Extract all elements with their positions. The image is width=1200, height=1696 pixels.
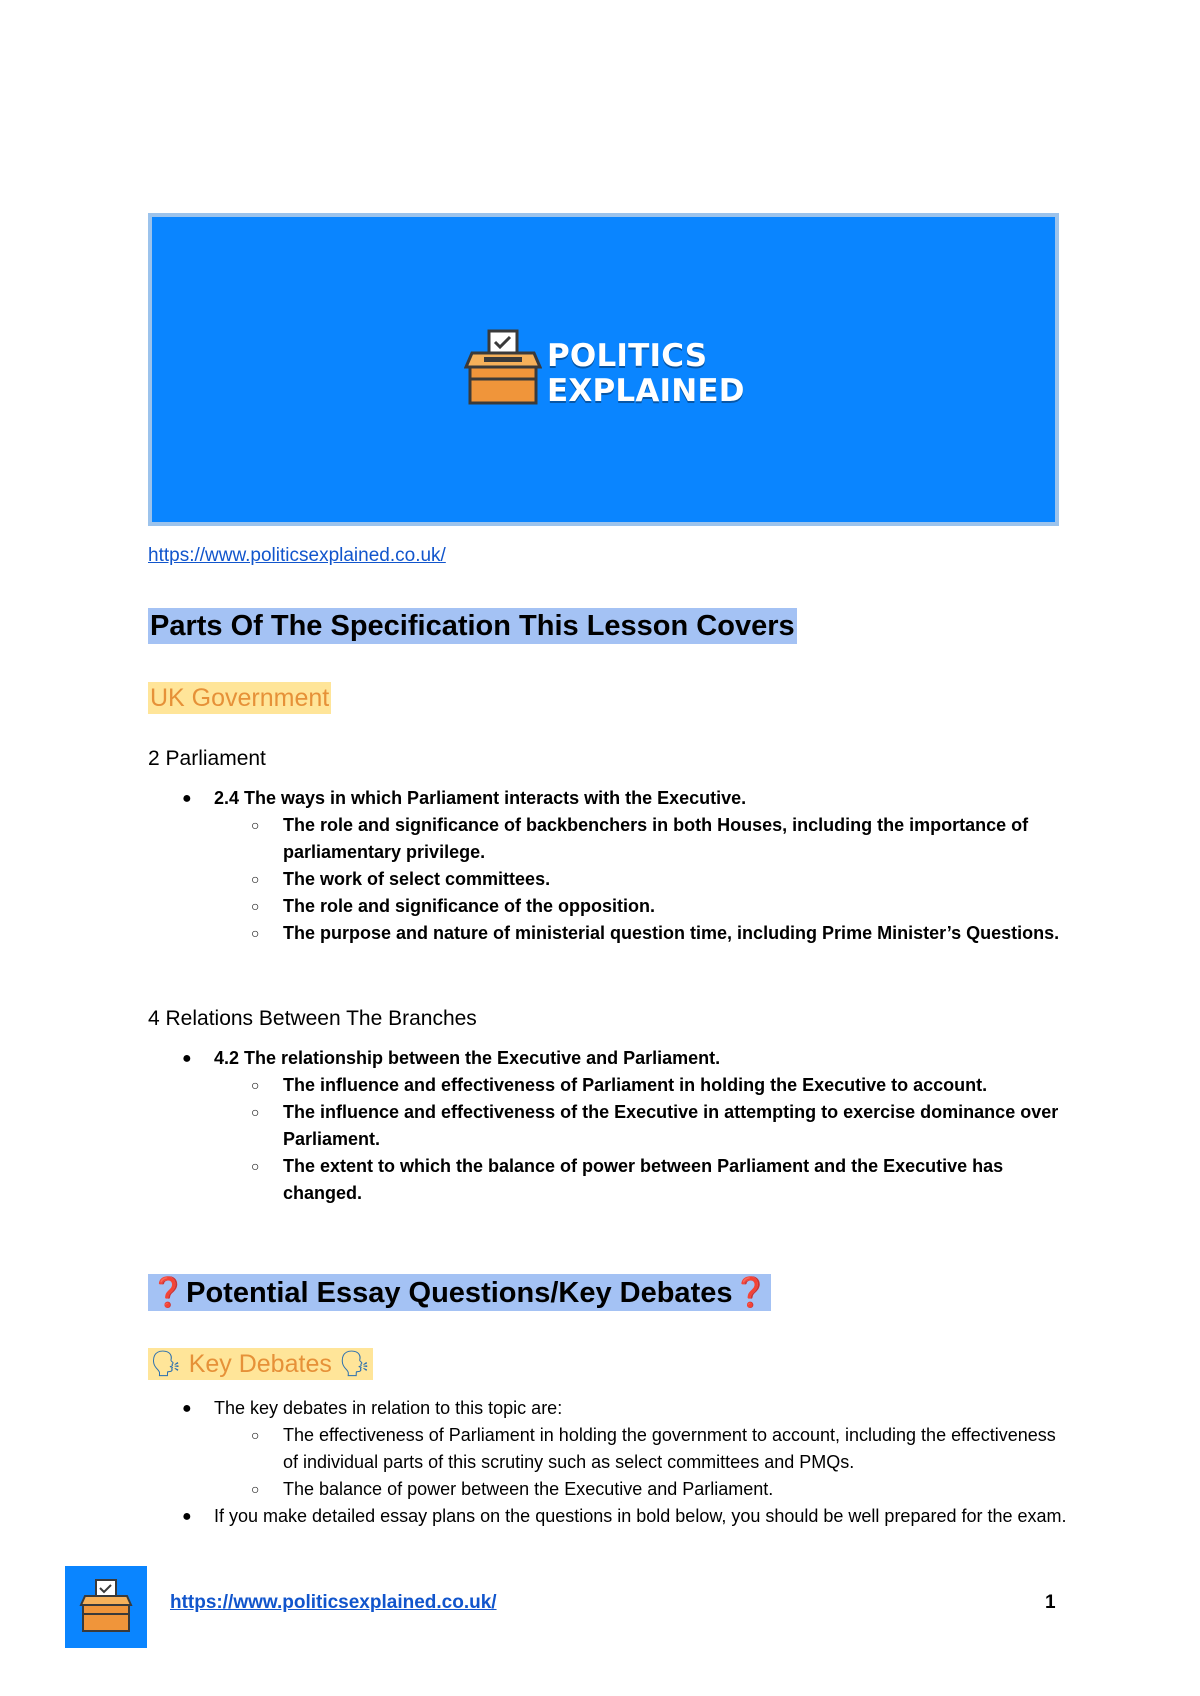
bullet-circle: ○ [251, 1077, 260, 1093]
page-number: 1 [1045, 1592, 1056, 1613]
list-item [148, 920, 1068, 947]
essay-heading-text: Potential Essay Questions/Key Debates [186, 1277, 733, 1309]
list-item-text: If you make detailed essay plans on the questions in bold below, you should be well prepared for the exam. [214, 1506, 1067, 1526]
bullet-circle: ○ [251, 1427, 260, 1443]
uk-government-subheading: UK Government [150, 684, 330, 712]
list-item [148, 1099, 1068, 1153]
question-mark-icon: ❓ [150, 1275, 187, 1309]
key-debates-list [148, 1395, 1068, 1530]
list-item-text: The role and significance of the opposition. [283, 896, 656, 916]
list-item [148, 1045, 1068, 1072]
list-item [148, 1072, 1068, 1099]
list-item-text: The work of select committees. [283, 869, 551, 889]
list-item [148, 866, 1068, 893]
logo-wordmark [547, 339, 745, 409]
list-item-text: The effectiveness of Parliament in holding the government to account, including the effectiveness of individual parts of this scrutiny such as select committees and PMQs. [283, 1425, 1056, 1472]
bullet-circle: ○ [251, 898, 260, 914]
list-item-text: The purpose and nature of ministerial question time, including Prime Minister’s Questions. [283, 923, 1060, 943]
section-relations-title: 4 Relations Between The Branches [148, 1007, 477, 1030]
question-mark-icon: ❓ [732, 1275, 769, 1309]
list-item-text: 2.4 The ways in which Parliament interacts with the Executive. [214, 788, 747, 808]
logo-line-explained: EXPLAINED [547, 373, 745, 409]
footer-logo [65, 1566, 147, 1648]
list-item [148, 893, 1068, 920]
list-item-text: 4.2 The relationship between the Executive and Parliament. [214, 1048, 721, 1068]
spec-heading: Parts Of The Specification This Lesson Covers [150, 610, 795, 642]
bullet-circle: ○ [251, 817, 260, 833]
list-item-text: The influence and effectiveness of Parliament in holding the Executive to account. [283, 1075, 988, 1095]
key-debates-subheading [148, 1348, 373, 1380]
bullet-circle: ○ [251, 1158, 260, 1174]
list-item [148, 1476, 1068, 1503]
key-debates-text: Key Debates [188, 1350, 332, 1378]
essay-questions-heading [148, 1274, 771, 1311]
ballot-box-icon [65, 1566, 147, 1648]
bullet-dot: ● [182, 1508, 192, 1525]
speaking-head-icon: 🗣 [150, 1349, 182, 1378]
bullet-circle: ○ [251, 1104, 260, 1120]
list-item [148, 1395, 1068, 1422]
logo-line-politics: POLITICS [547, 338, 708, 374]
list-item-text: The extent to which the balance of power between Parliament and the Executive has changed. [283, 1156, 1004, 1203]
section-parliament-title: 2 Parliament [148, 747, 266, 770]
list-item [148, 812, 1068, 866]
website-link[interactable]: https://www.politicsexplained.co.uk/ [148, 545, 446, 566]
bullet-circle: ○ [251, 871, 260, 887]
politics-explained-banner [148, 213, 1059, 526]
bullet-dot: ● [182, 1050, 192, 1067]
speaking-head-icon: 🗣 [338, 1349, 371, 1378]
list-item [148, 785, 1068, 812]
list-item-text: The balance of power between the Executive and Parliament. [283, 1479, 774, 1499]
parliament-spec-list [148, 785, 1068, 947]
list-item [148, 1503, 1068, 1530]
list-item-text: The role and significance of backbenchers in both Houses, including the importance of parliamentary privilege. [283, 815, 1029, 862]
bullet-dot: ● [182, 1400, 192, 1417]
relations-spec-list [148, 1045, 1068, 1207]
ballot-box-icon [464, 327, 542, 407]
bullet-circle: ○ [251, 925, 260, 941]
bullet-circle: ○ [251, 1481, 260, 1497]
list-item [148, 1422, 1068, 1476]
list-item [148, 1153, 1068, 1207]
bullet-dot: ● [182, 790, 192, 807]
politics-explained-logo [464, 327, 764, 407]
list-item-text: The influence and effectiveness of the Executive in attempting to exercise dominance over Parliament. [283, 1102, 1059, 1149]
list-item-text: The key debates in relation to this topic are: [214, 1398, 563, 1418]
footer-website-link[interactable]: https://www.politicsexplained.co.uk/ [170, 1592, 497, 1613]
